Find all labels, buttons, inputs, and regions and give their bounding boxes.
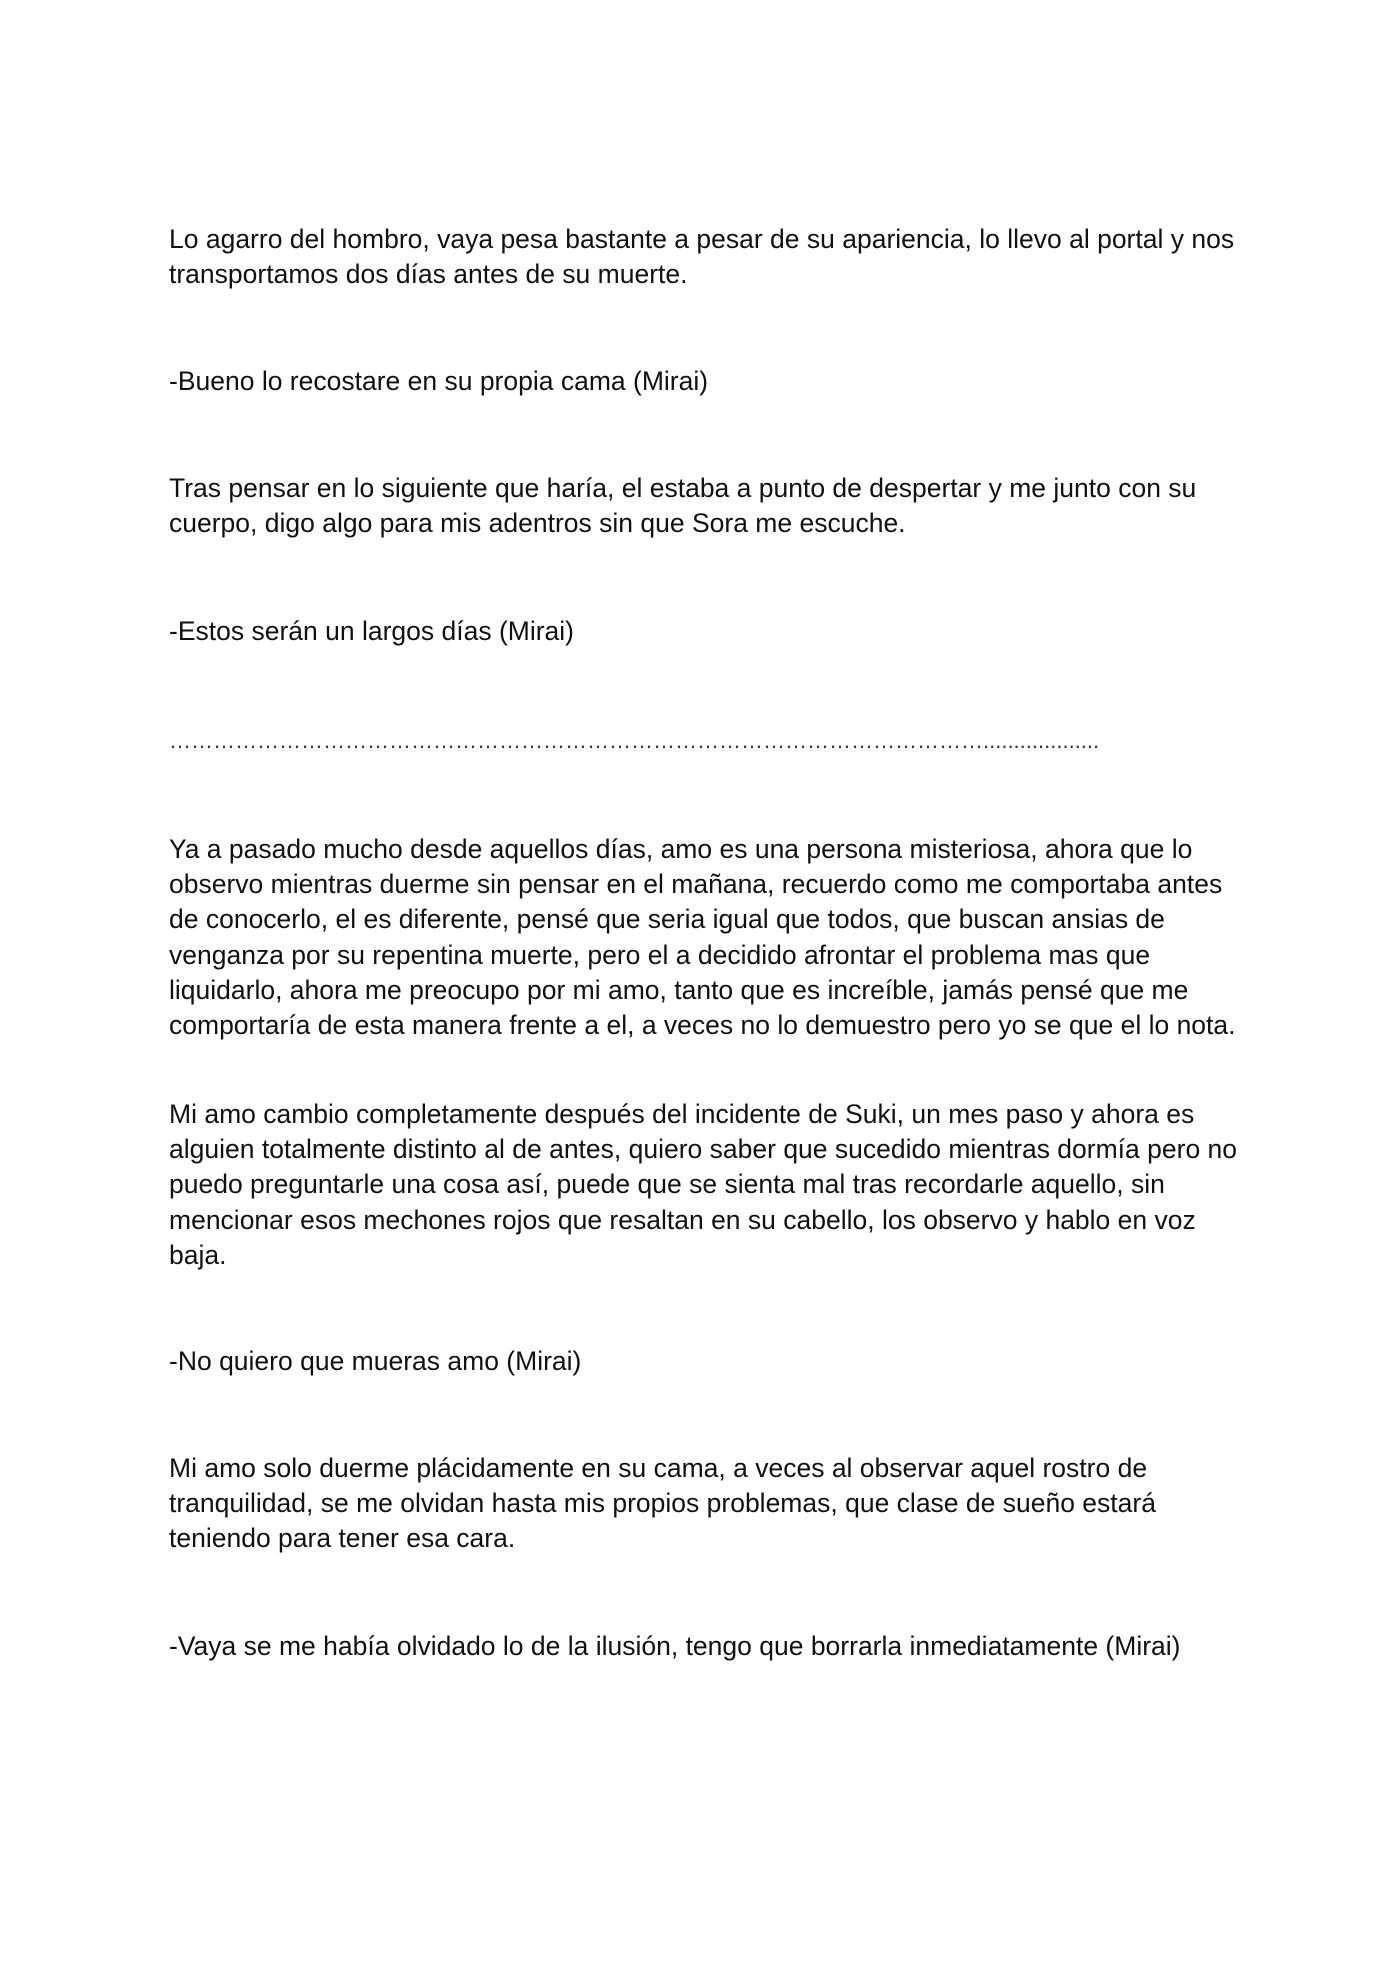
section-divider: …………………………………………………………………………………………………...................: [169, 728, 1100, 753]
paragraph-2: -Bueno lo recostare en su propia cama (Mirai): [169, 366, 709, 396]
paragraph-1: Lo agarro del hombro, vaya pesa bastante a pesar de su apariencia, lo llevo al portal y nos transportamos dos días antes de su muerte.: [169, 224, 1235, 290]
paragraph-8: Mi amo solo duerme plácidamente en su cama, a veces al observar aquel rostro de tranquilidad, se me olvidan hasta mis propios problemas, que clase de sueño estará teniendo para tener esa cara.: [169, 1453, 1156, 1554]
paragraph-4: -Estos serán un largos días (Mirai): [169, 616, 575, 646]
paragraph-7: -No quiero que mueras amo (Mirai): [169, 1346, 582, 1376]
paragraph-5: Ya a pasado mucho desde aquellos días, amo es una persona misteriosa, ahora que lo observo mientras duerme sin pensar en el mañana, recuerdo como me comportaba antes de conocerlo, el es diferente, pensé que seria igual que todos, que buscan ansias de venganza por su repentina muerte, pero el a decidido afrontar el problema mas que liquidarlo, ahora me preocupo por mi amo, tanto que es increíble, jamás pensé que me comportaría de esta manera frente a el, a veces no lo demuestro pero yo se que el lo nota.: [169, 834, 1236, 1041]
paragraph-6: Mi amo cambio completamente después del incidente de Suki, un mes paso y ahora es alguien totalmente distinto al de antes, quiero saber que sucedido mientras dormía pero no puedo preguntarle una cosa así, puede que se sienta mal tras recordarle aquello, sin mencionar esos mechones rojos que resaltan en su cabello, los observo y hablo en voz baja.: [169, 1099, 1238, 1270]
paragraph-9: -Vaya se me había olvidado lo de la ilusión, tengo que borrarla inmediatamente (Mirai): [169, 1631, 1181, 1661]
paragraph-3: Tras pensar en lo siguiente que haría, el estaba a punto de despertar y me junto con su cuerpo, digo algo para mis adentros sin que Sora me escuche.: [169, 473, 1197, 539]
